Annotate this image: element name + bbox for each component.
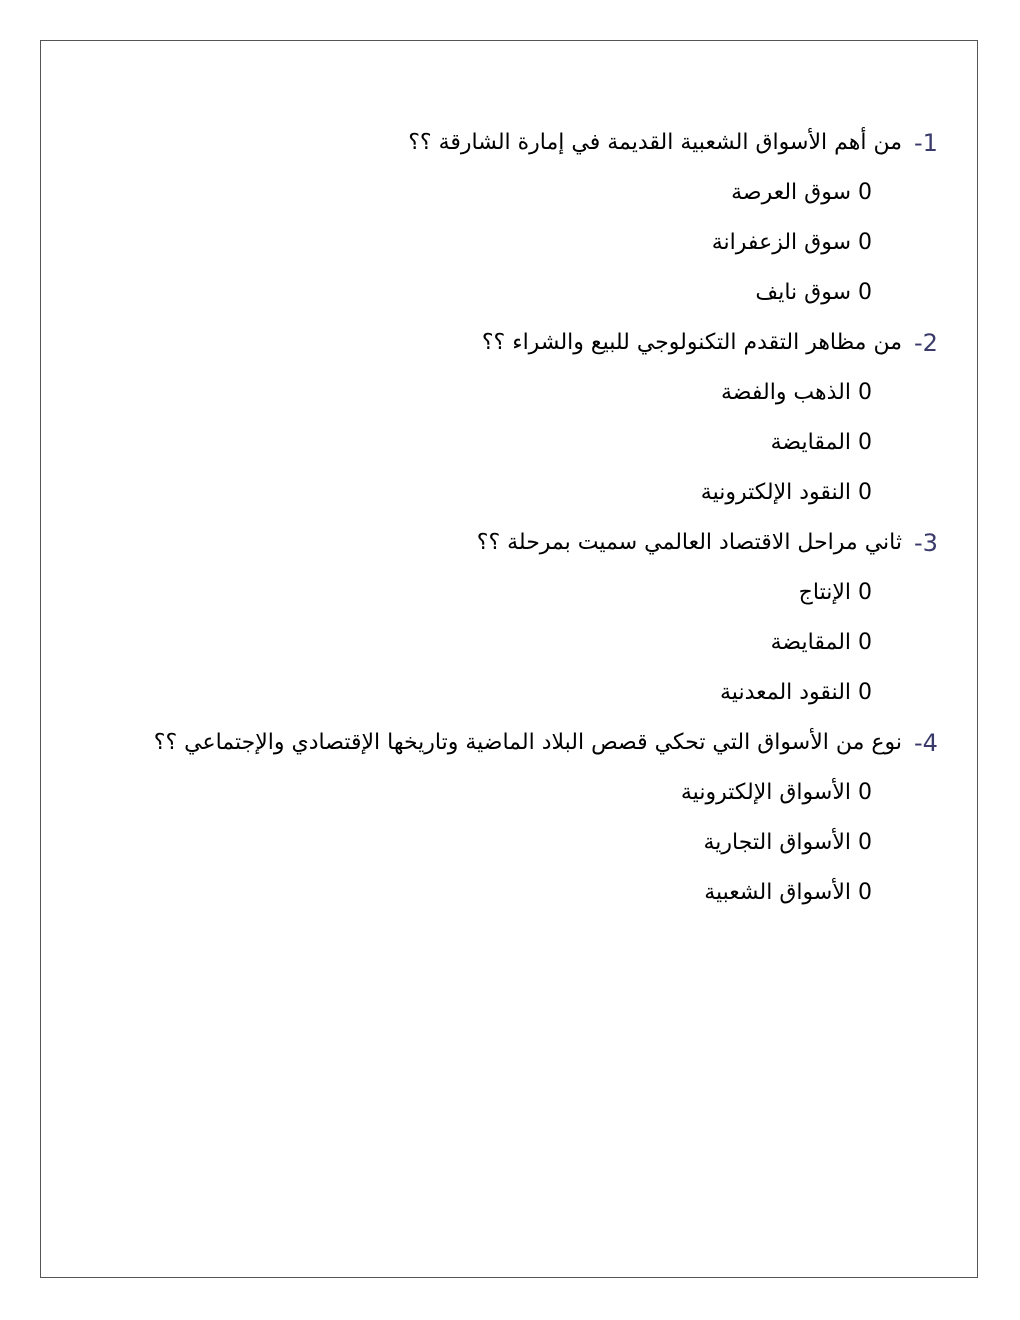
option-item: 0 الذهب والفضة bbox=[721, 380, 872, 405]
question-text: نوع من الأسواق التي تحكي قصص البلاد الماضية وتاريخها الإقتصادي والإجتماعي ؟؟ bbox=[153, 730, 902, 755]
option-item: 0 سوق الزعفرانة bbox=[711, 230, 872, 255]
question-text: ثاني مراحل الاقتصاد العالمي سميت بمرحلة ؟؟ bbox=[476, 530, 902, 555]
option-item: 0 سوق نايف bbox=[755, 280, 872, 305]
option-item: 0 النقود الإلكترونية bbox=[700, 480, 872, 505]
question-number: -3 bbox=[914, 529, 938, 557]
question-2 bbox=[142, 318, 938, 518]
question-text: من أهم الأسواق الشعبية القديمة في إمارة الشارقة ؟؟ bbox=[408, 130, 902, 155]
question-number: -1 bbox=[914, 129, 938, 157]
option-item: 0 الأسواق الإلكترونية bbox=[680, 780, 872, 805]
question-number: -4 bbox=[914, 729, 938, 757]
option-item: 0 النقود المعدنية bbox=[720, 680, 872, 705]
option-item: 0 الإنتاج bbox=[798, 580, 872, 605]
question-text: من مظاهر التقدم التكنولوجي للبيع والشراء ؟؟ bbox=[481, 330, 902, 355]
question-3 bbox=[142, 518, 938, 718]
question-list bbox=[142, 118, 938, 918]
question-4 bbox=[142, 718, 938, 918]
option-item: 0 سوق العرصة bbox=[731, 180, 872, 205]
option-item: 0 المقايضة bbox=[770, 630, 872, 655]
option-item: 0 المقايضة bbox=[770, 430, 872, 455]
question-number: -2 bbox=[914, 329, 938, 357]
option-item: 0 الأسواق الشعبية bbox=[704, 880, 872, 905]
option-item: 0 الأسواق التجارية bbox=[703, 830, 872, 855]
question-1 bbox=[142, 118, 938, 318]
